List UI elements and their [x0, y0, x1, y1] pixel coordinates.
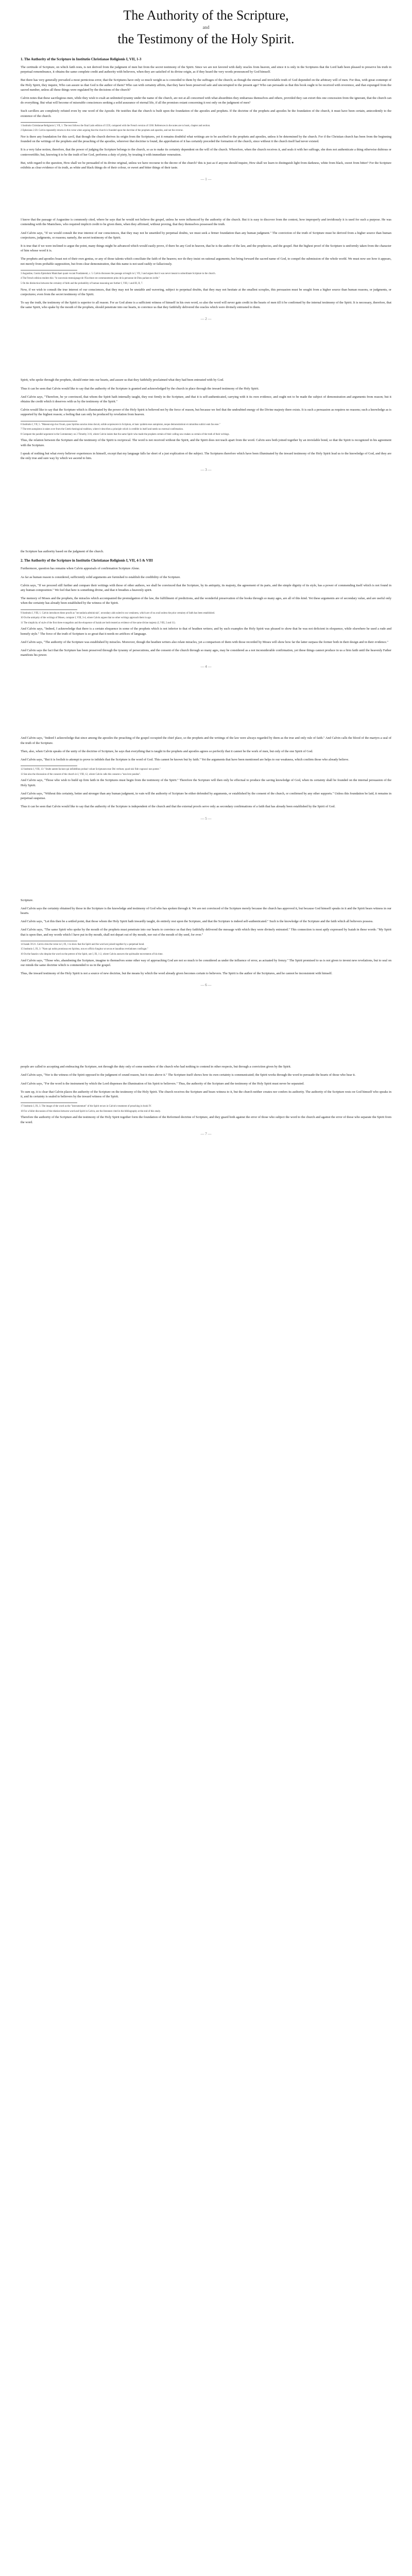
page-2 — [21, 217, 391, 378]
footnote: 9 Institutio I, VIII, 1. Calvin introduces these proofs as "secundaria adminicula", secondary aids suited to our weakness, which are of no avail unless the prior certainty of faith has been established. — [21, 612, 215, 615]
body-paragraph: But, with regard to the question, How shall we be persuaded of its divine original, unless we have recourse to the decree of the church? this is just as if anyone should inquire, How shall we learn to distinguish light from darkness, white from black, sweet from bitter? For the Scripture exhibits as clear evidence of its truth, as white and black things do of their colour, or sweet and bitter things of their taste. — [21, 161, 391, 170]
body-paragraph: Thus it can be seen that Calvin would like to say that the authority of the Scripture is independent of the church and that the external proofs serve only as secondary confirmations of a faith that has already been established by the Spirit of God. — [21, 805, 336, 809]
body-paragraph: Then, also, when Calvin speaks of the unity of the doctrine of Scripture, he says that everything that is taught in the prophets and apostles agrees so perfectly that it cannot be the work of men, but only of the one Spirit of God. — [21, 749, 313, 753]
section-heading: 2. The Authority of the Scripture in Institutio Christianae Religionis I, VII, 4-5 & VIII — [21, 558, 153, 563]
footnote: 12 Institutio I, VIII, 13: "Stulte autem faciunt qui infidelibus probari volunt Scripturam esse Dei verbum; quod nisi fide cognosci non potest." — [21, 768, 161, 771]
body-paragraph: And Calvin says, "Those who wish to build up firm faith in the Scriptures must begin from the testimony of the Spirit." Therefore the Scripture will then only be effectual to produce the saving knowledge of God, when its certainty shall be founded on the internal persuasion of the Holy Spirit. — [21, 778, 391, 787]
document-body — [21, 57, 391, 1136]
body-paragraph: To sum up, it is clear that Calvin places the authority of the Scripture on the testimony of the Holy Spirit. The church receives the Scripture and bears witness to it, but the church neither creates nor confers its authority. The authority of the Scripture rests on God himself who speaks in it, and its certainty is sealed to believers by the inward witness of the Spirit. — [21, 1090, 391, 1098]
footnote: 10 On the antiquity of the writings of Moses, compare I, VIII, 3-4, where Calvin argues that no other writings approach them in age. — [21, 617, 151, 620]
body-paragraph: The memory of Moses and the prophets, the miracles which accompanied the promulgation of the law, the fulfillment of predictions, and the wonderful preservation of the books through so many ages, are all of this kind. Yet these arguments are of secondary value, and are useful only when the certainty has already been established by the witness of the Spirit. — [21, 597, 391, 605]
body-paragraph: And Calvin says, "For the word is the instrument by which the Lord dispenses the illumination of his Spirit to believers." Thus, the authority of the Scripture and the testimony of the Holy Spirit must never be separated. — [21, 1081, 304, 1086]
body-paragraph: And Calvin says, "But it is foolish to attempt to prove to infidels that the Scripture is the word of God. This cannot be known but by faith." Yet the arguments that have been mentioned are helps to our weakness, which confirm those who already believe. — [21, 758, 349, 762]
page-number: — 7 — — [200, 1131, 212, 1136]
page-4 — [21, 549, 391, 736]
body-paragraph: And Calvin says, "Let this then be a settled point, that those whom the Holy Spirit hath inwardly taught, do entirely rest upon the Scripture, and that the Scripture is indeed self-authenticated." Such is the knowledge of the Scripture and the faith which all believers possess. — [21, 920, 373, 924]
body-paragraph: Calvin would like to say that the Scripture which is illuminated by the power of the Holy Spirit is believed not by the force of reason, but because we feel that the undoubted energy of the Divine majesty there exists. It is such a persuasion as requires no reasons; such a knowledge as is supported by the highest reason; a feeling that can only be produced by revelation from heaven. — [21, 408, 391, 417]
page-break — [21, 987, 391, 1064]
footnote: 5 On the distinction between the certainty of faith and the probability of human reasoning see further I, VIII, 1 and III, II, 7. — [21, 282, 143, 285]
document-title-and: and — [202, 25, 210, 30]
page-number: — 1 — — [200, 177, 212, 182]
body-paragraph: The certitude of Scripture, on which faith rests, is not derived from the judgment of men but from the secret testimony of the Spirit. Since we are not favored with daily oracles from heaven, and since it is only in the Scriptures that the Lord hath been pleased to preserve his truth in perpetual remembrance, it obtains the same complete credit and authority with believers, when they are satisfied of its divine origin, as if they heard the very words pronounced by God himself. — [21, 65, 391, 74]
footnote: 17 Institutio I, IX, 3. The image of the word as the "instrumentum" of the Spirit recurs in Calvin's treatment of preaching in book IV. — [21, 1105, 152, 1108]
page-break — [21, 472, 391, 549]
body-paragraph: It is true that if we were inclined to argue the point, many things might be advanced which would easily prove, if there be any God in heaven, that he is the author of the law, and the prophecies, and the gospel. But the highest proof of the Scripture is uniformly taken from the character of him whose word it is. — [21, 244, 391, 253]
footnote: 14 Isaiah 59:21. Calvin cites the verse in I, IX, 1 to show that the Spirit and the word are joined together by a perpetual bond. — [21, 943, 145, 946]
body-paragraph: I speak of nothing but what every believer experiences in himself, except that my language falls far short of a just explication of the subject. The Scriptures therefore which have been illuminated by the inward testimony of the Holy Spirit lead us to the knowledge of God, and they are the only true and sure way by which we ascend to him. — [21, 451, 391, 461]
body-paragraph: Calvin notes that these sacrilegious men, while they wish to exalt an unlimited tyranny under the name of the church, are not at all concerned with what absurdities they embarrass themselves and others, provided they can extort this one concession from the ignorant, that the church can do everything. But what will become of miserable consciences seeking a solid assurance of eternal life, if all the promises extant concerning it rest only on the judgment of men? — [21, 96, 391, 105]
body-paragraph: Spirit, who spoke through the prophets, should enter into our hearts, and assure us that they faithfully proclaimed what they had been entrusted with by God. — [21, 378, 224, 382]
footnote-rule — [21, 609, 77, 610]
body-paragraph: And Calvin says the fact that the Scripture has been preserved through the tyranny of persecutions, and the consent of the church through so many ages, may be considered as a not inconsiderable confirmation, yet these things cannot produce in us a firm faith until the heavenly Father manifests his power. — [21, 649, 391, 657]
body-paragraph: Thus, the inward testimony of the Holy Spirit is not a source of new doctrine, but the means by which the word already given becomes certain to believers. The Spirit is the author of the Scriptures, and he cannot be inconsistent with himself. — [21, 971, 333, 975]
footnote: 13 See also the discussion of the consent of the church in I, VIII, 12, where Calvin calls this consent a "non leve pondus". — [21, 773, 141, 776]
body-paragraph: And Calvin says, "Indeed, I acknowledge that there is a certain eloquence in some of the prophets which is not inferior to that of heathen writers; and by such examples the Holy Spirit was pleased to show that he was not deficient in eloquence, while elsewhere he used a rude and homely style." The force of the truth of Scripture is so great that it needs no artifices of language. — [21, 627, 391, 636]
body-paragraph: And Calvin says, "Indeed I acknowledge that since among the apostles the preaching of the gospel occupied the chief place, so the prophets and the writings of the law were always regarded by them as the true and only rule of faith." And Calvin calls the blood of the martyrs a seal of the truth of the Scripture. — [21, 736, 391, 745]
page-number: — 5 — — [200, 816, 212, 821]
page-break — [21, 821, 391, 898]
body-paragraph: Scripture. — [21, 898, 33, 902]
body-paragraph: And Calvin says, "Those who, abandoning the Scripture, imagine to themselves some other way of approaching God are not so much to be considered as under the influence of error, as actuated by frenzy." The Spirit promised to us is not given to invent new revelations, but to seal on our minds the same doctrine which is commended to us in the gospel. — [21, 958, 391, 967]
body-paragraph: And Calvin says, "Without this certainty, better and stronger than any human judgment, in vain will the authority of Scripture be either defended by arguments, or established by the consent of the church, or confirmed by any other supports." Unless this foundation be laid, it remains in perpetual suspense. — [21, 791, 391, 801]
title-block — [21, 7, 391, 47]
body-paragraph: But there has very generally prevailed a most pernicious error, that the Scriptures have only so much weight as is conceded to them by the suffrages of the church; as though the eternal and inviolable truth of God depended on the arbitrary will of men. For thus, with great contempt of the Holy Spirit, they inquire, Who can assure us that God is the author of them? Who can with certainty affirm, that they have been preserved safe and uncorrupted to the present age? Who can persuade us that this book ought to be received with reverence, and that expunged from the sacred number, unless all these things were regulated by the decisions of the church? — [21, 78, 391, 92]
page-break — [21, 321, 391, 378]
footnote: 6 Institutio I, VII, 5. "Maneat ergo hoc fixum, quos Spiritus sanctus intus docuit, solide acquiescere in Scriptura, et hanc quidem esse autopiston, neque demonstrationi et rationibus subiici eam fas esse." — [21, 423, 220, 426]
body-paragraph: Thus, the relation between the Scripture and the testimony of the Spirit is reciprocal. The word is not received without the Spirit, and the Spirit does not teach apart from the word. Calvin sees both joined together by an inviolable bond, so that the Spirit is recognized in his agreement with the Scripture. — [21, 438, 391, 447]
body-paragraph: Calvin says, "If we proceed still further and compare their writings with those of other authors, we shall be convinced that the Scripture, by its antiquity, its majesty, the agreement of its parts, and the simple dignity of its style, has a power of commending itself which is not found in any human composition." We feel that here is something divine, and that it breathes a heavenly spirit. — [21, 583, 391, 592]
body-paragraph: Thus it can be seen that Calvin would like to say that the authority of the Scripture is granted and acknowledged by the church in place through the inward testimony of the Holy Spirit. — [21, 386, 260, 391]
body-paragraph: Now, if we wish to consult the true interest of our consciences, that they may not be unstable and wavering, subject to perpetual doubts, that they may not hesitate at the smallest scruples, this persuasion must be sought from a higher source than human reasons, or judgments, or conjectures; even from the secret testimony of the Spirit. — [21, 287, 391, 296]
footnote: 18 For a fuller discussion of the relation between word and Spirit in Calvin, see the literature cited in the bibliography at the end of this study. — [21, 1110, 161, 1113]
body-paragraph: And Calvin says, "The authority of the Scripture was established by miracles. Moreover, though the heathen writers also relate miracles, yet a comparison of them with those recorded by Moses will show how far the latter surpass the former both in their design and in their evidence." — [21, 640, 388, 644]
page-number: — 2 — — [200, 317, 212, 321]
footnote-rule — [21, 122, 77, 123]
page-break — [21, 669, 391, 736]
body-paragraph: To say the truth, the testimony of the Spirit is superior to all reason. For as God alone is a sufficient witness of himself in his own word, so also the word will never gain credit in the hearts of men till it be confirmed by the internal testimony of the Spirit. It is necessary, therefore, that the same Spirit, who spake by the mouth of the prophets, should penetrate into our hearts, to convince us that they faithfully delivered the oracles which were divinely entrusted to them. — [21, 301, 391, 310]
body-paragraph: It is a very false notion, therefore, that the power of judging the Scripture belongs to the church, so as to make its certainty dependent on the will of the church. Wherefore, when the church receives it, and seals it with her suffrage, she does not authenticate a thing otherwise dubious or controvertible; but, knowing it to be the truth of her God, performs a duty of piety, by treating it with immediate veneration. — [21, 148, 391, 157]
footnote: 15 Institutio I, IX, 3: "Nam qui nobis promissus est Spiritus, non eo officio fungitur ut novas et inauditas revelationes confingat." — [21, 948, 148, 951]
body-paragraph: And Calvin says, "Therefore, be ye convinced, that whom the Spirit hath internally taught, they rest firmly in the Scripture, and that it is self-authenticated, carrying with it its own evidence, and ought not to be made the subject of demonstration and arguments from reason; but it obtains the credit which it deserves with us by the testimony of the Spirit." — [21, 395, 391, 404]
footnote: 7 The term autopistos is taken over from the Greek theological tradition, where it describes a principle which is credible in itself and needs no external confirmation. — [21, 428, 184, 431]
footnote: 8 Compare the parallel argument in the Commentary on 2 Timothy 3:16, where Calvin insists that the same Spirit who made the prophets certain of their calling now makes us certain of the truth of their writings. — [21, 433, 230, 436]
body-paragraph: As far as human reason is considered, sufficiently solid arguments are furnished to establish the credibility of the Scripture. — [21, 575, 181, 579]
section-heading: 1. The Authority of the Scripture in Institutio Christianae Religionis I, VII, 1-3 — [21, 57, 142, 61]
page-number: — 6 — — [200, 983, 212, 988]
footnote: 11 The simplicity of style of the first three evangelists and the eloquence of Isaiah are both treated as evidence of the same divine majesty (I, VIII, 2 and 11). — [21, 621, 176, 624]
footnote: 4 The French edition renders this: "le souverain tesmoignage de l'Escriture est communement prins de la personne de Dieu parlant en icelle." — [21, 277, 160, 280]
body-paragraph: And Calvin says, "The same Spirit who spoke by the mouth of the prophets must penetrate into our hearts to convince us that they faithfully delivered the message with which they were divinely entrusted." This connection is most aptly expressed by Isaiah in these words: "My Spirit that is upon thee, and my words which I have put in thy mouth, shall not depart out of thy mouth, nor out of the mouth of thy seed, for ever." — [21, 928, 391, 937]
footnote: 3 Augustine, Contra Epistolam Manichaei quam vocant Fundamenti, c. 5. Calvin discusses the passage at length in I, VII, 3 and argues that it was never meant to subordinate Scripture to the church. — [21, 272, 216, 275]
body-paragraph: And Calvin says, "Nor is the witness of the Spirit opposed to the judgment of sound reason, but it rises above it." The Scripture itself shows how its own certainty is communicated; the Spirit works through the word to persuade the hearts of those who hear it. — [21, 1073, 356, 1077]
page-break — [21, 181, 391, 217]
body-paragraph: And Calvin says the certainty obtained by those in the Scripture is the knowledge and testimony of God who has spoken through it. We are not convinced of the Scripture merely because the church has approved it, but because God himself speaks in it and the Spirit bears witness in our hearts. — [21, 906, 391, 915]
body-paragraph: Nor is there any foundation for this cavil, that though the church derives its origin from the Scriptures, yet it remains doubtful what writings are to be ascribed to the prophets and apostles, unless it be determined by the church. For if the Christian church has been from the beginning founded on the writings of the prophets and the preaching of the apostles, wherever that doctrine is found, the approbation of it has certainly preceded the formation of the church, since without it the church itself had never existed. — [21, 135, 391, 144]
body-paragraph: And Calvin says, "If we would consult the true interest of our consciences, that they may not be unsettled by perpetual doubts, we must seek a firmer foundation than any human judgment." The conviction of the truth of Scripture must be derived from a higher source than human conjectures, judgments, or reasons; namely, the secret testimony of the Spirit. — [21, 231, 391, 240]
document-title-line2: the Testimony of the Holy Spirit. — [117, 31, 295, 46]
body-paragraph: I know that the passage of Augustine is commonly cited, where he says that he would not believe the gospel, unless he were influenced by the authority of the church. But it is easy to discover from the context, how improperly and invidiously it is used for such a purpose. He was contending with the Manichees, who required implicit credit to be given them, when they affirmed, without proving, that they themselves possessed the truth. — [21, 218, 391, 227]
document-title-line1: The Authority of the Scripture, — [123, 8, 289, 23]
body-paragraph: the Scripture has authority based on the judgment of the church. — [21, 550, 104, 554]
footnote: 2 Ephesians 2:20. Calvin repeatedly returns to this verse when arguing that the church is founded upon the doctrine of the prophets and apostles, and not the reverse. — [21, 129, 183, 132]
page-5 — [21, 736, 391, 897]
page-6 — [21, 898, 391, 1065]
body-paragraph: Such cavillers are completely refuted even by one word of the Apostle. He testifies that the church is built upon the foundation of the apostles and prophets. If the doctrine of the prophets and apostles be the foundation of the church, it must have been certain, antecedently to the existence of the church. — [21, 109, 391, 118]
page-1 — [21, 57, 391, 217]
page-number: — 3 — — [200, 468, 212, 472]
document-page — [21, 0, 391, 1136]
footnote: 1 Institutio Christianae Religionis I, VII, 1. The text follows the final Latin edition of 1559, compared with the French version of 1560. References in the notes are to book, chapter and section. — [21, 124, 211, 127]
body-paragraph: Therefore the authority of the Scripture and the testimony of the Holy Spirit together form the foundation of the Reformed doctrine of Scripture, and they guard both against the error of those who subject the word to the church and against the error of those who separate the Spirit from the word. — [21, 1115, 391, 1124]
footnote: 16 On the fanatics who despise the word on the pretext of the Spirit, see I, IX, 1-2, where Calvin answers the spiritualist movements of his time. — [21, 953, 163, 956]
body-paragraph: The prophets and apostles boast not of their own genius, or any of those talents which conciliate the faith of the hearers; nor do they insist on rational arguments; but bring forward the sacred name of God, to compel the submission of the whole world. We must now see how it appears, not merely from probable supposition, but from clear demonstration, that this name is not used rashly or fallaciously. — [21, 257, 391, 266]
page-3 — [21, 378, 391, 549]
body-paragraph: people are called to accepting and embracing the Scripture, not through the duty only of some members of the church who had nothing to contend in other respects, but through a conviction given by the Spirit. — [21, 1065, 291, 1069]
page-number: — 4 — — [200, 665, 212, 669]
body-paragraph: Furthermore, question has remains when Calvin appraisals of confirmation Scripture Alone. — [21, 567, 140, 571]
page-7 — [21, 1064, 391, 1136]
